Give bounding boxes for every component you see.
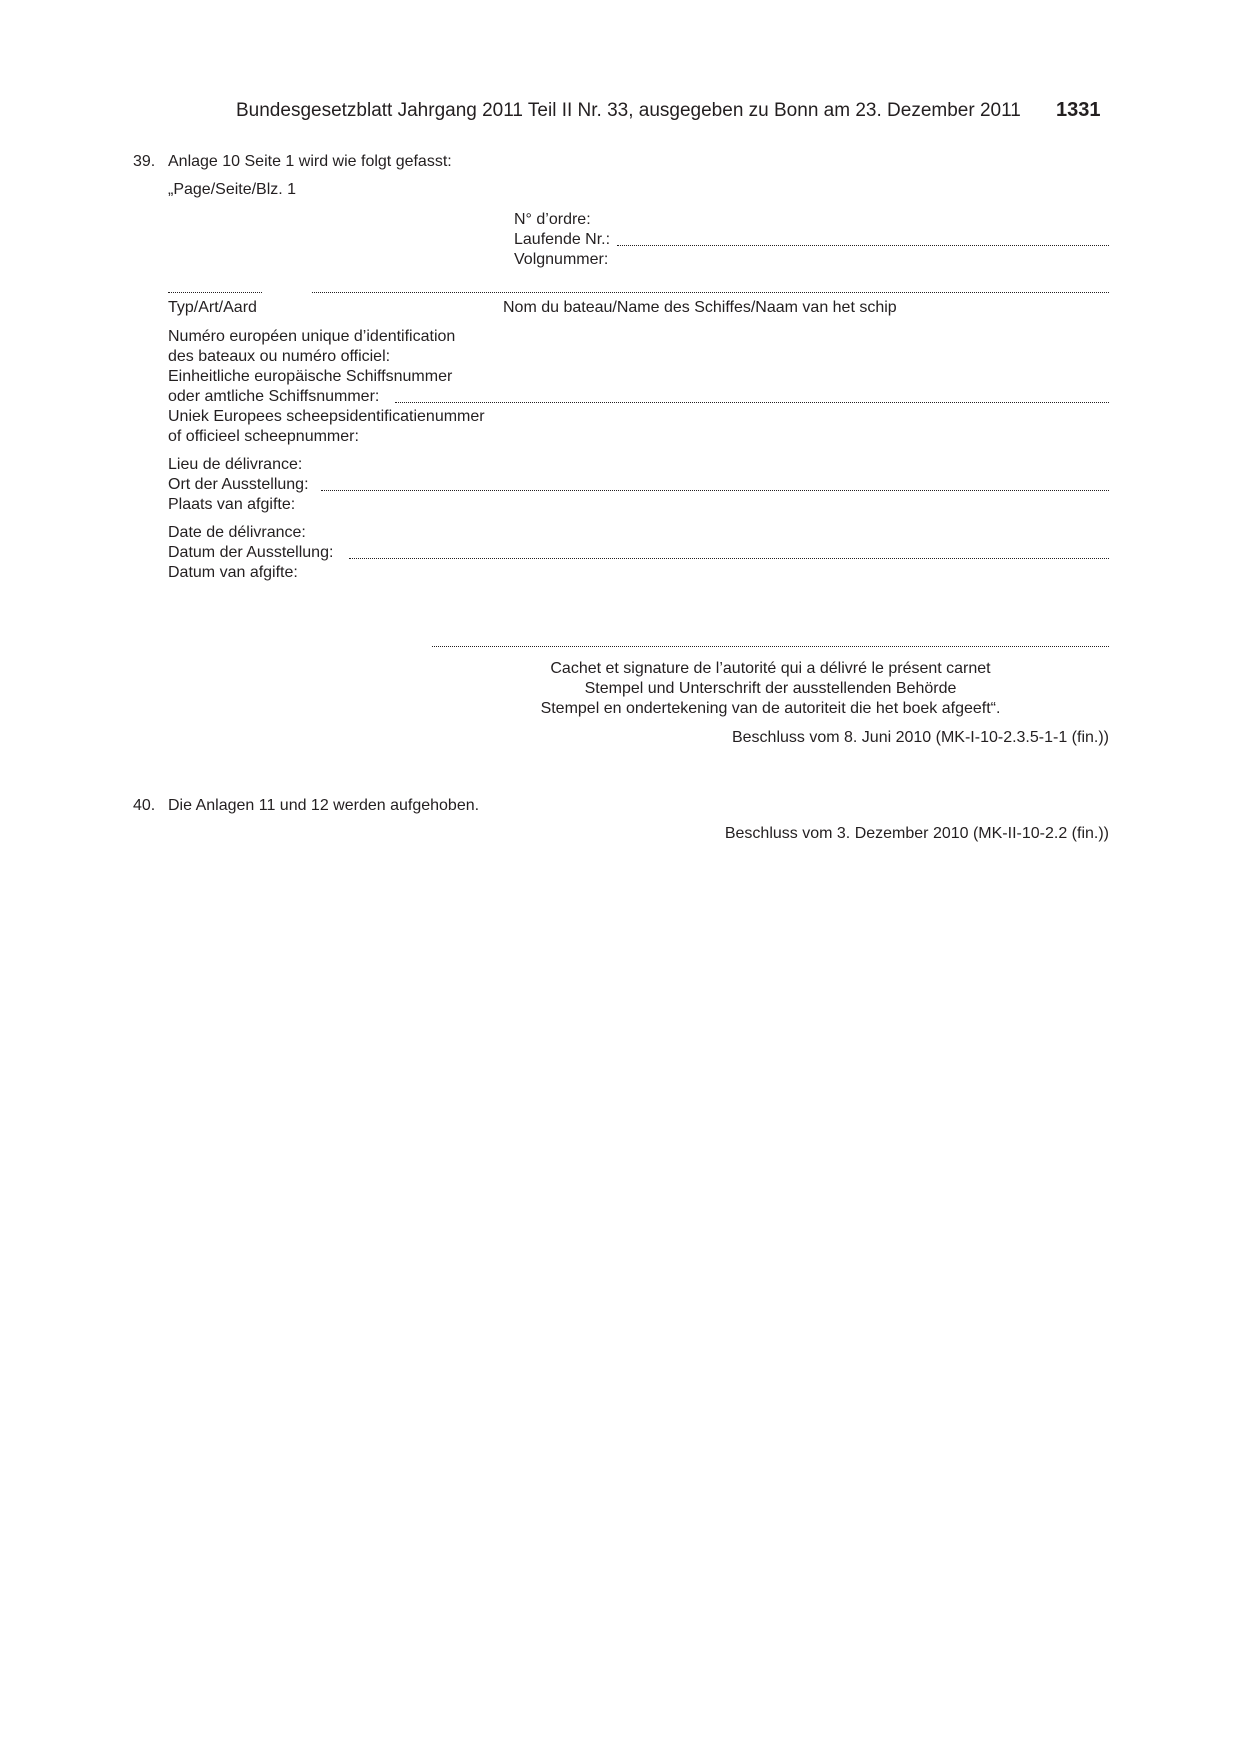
- date-field[interactable]: [349, 558, 1109, 559]
- order-number-field[interactable]: [617, 245, 1109, 246]
- type-field[interactable]: [168, 292, 262, 293]
- eni-label-line1: Numéro européen unique d’identification: [168, 328, 456, 345]
- eni-label-line4: oder amtliche Schiffsnummer:: [168, 388, 380, 405]
- item-39-number: 39.: [133, 153, 156, 170]
- eni-field[interactable]: [395, 402, 1109, 403]
- order-number-nl: Volgnummer:: [514, 251, 609, 268]
- page-number: 1331: [1056, 99, 1101, 121]
- order-number-de: Laufende Nr.:: [514, 231, 611, 248]
- signature-caption-nl: Stempel en ondertekening van de autoriteit die het boek afgeeft“.: [540, 700, 1001, 717]
- place-label-fr: Lieu de délivrance:: [168, 456, 303, 473]
- place-label-de: Ort der Ausstellung:: [168, 476, 309, 493]
- date-label-nl: Datum van afgifte:: [168, 564, 298, 581]
- order-number-fr: N° d’ordre:: [514, 211, 591, 228]
- type-label: Typ/Art/Aard: [168, 299, 257, 316]
- ship-name-label: Nom du bateau/Name des Schiffes/Naam van het schip: [503, 299, 897, 316]
- eni-label-line5: Uniek Europees scheepsidentificatienummer: [168, 408, 485, 425]
- signature-field[interactable]: [432, 646, 1109, 647]
- item-40-text: Die Anlagen 11 und 12 werden aufgehoben.: [168, 797, 480, 814]
- running-header: Bundesgesetzblatt Jahrgang 2011 Teil II Nr. 33, ausgegeben zu Bonn am 23. Dezember 2011: [236, 100, 1021, 121]
- item-39-intro: Anlage 10 Seite 1 wird wie folgt gefasst:: [168, 153, 452, 170]
- eni-label-line3: Einheitliche europäische Schiffsnummer: [168, 368, 453, 385]
- date-label-de: Datum der Ausstellung:: [168, 544, 334, 561]
- eni-label-line2: des bateaux ou numéro officiel:: [168, 348, 391, 365]
- decision-39: Beschluss vom 8. Juni 2010 (MK-I-10-2.3.5-1-1 (fin.)): [731, 729, 1109, 746]
- place-label-nl: Plaats van afgifte:: [168, 496, 296, 513]
- date-label-fr: Date de délivrance:: [168, 524, 306, 541]
- ship-name-field[interactable]: [312, 292, 1109, 293]
- signature-caption-de: Stempel und Unterschrift der ausstellenden Behörde: [584, 680, 957, 697]
- eni-label-line6: of officieel scheepnummer:: [168, 428, 359, 445]
- item-40-number: 40.: [133, 797, 156, 814]
- signature-caption-fr: Cachet et signature de l’autorité qui a délivré le présent carnet: [550, 660, 991, 677]
- page-label: „Page/Seite/Blz. 1: [168, 181, 297, 198]
- decision-40: Beschluss vom 3. Dezember 2010 (MK-II-10-2.2 (fin.)): [724, 825, 1109, 842]
- place-field[interactable]: [321, 490, 1109, 491]
